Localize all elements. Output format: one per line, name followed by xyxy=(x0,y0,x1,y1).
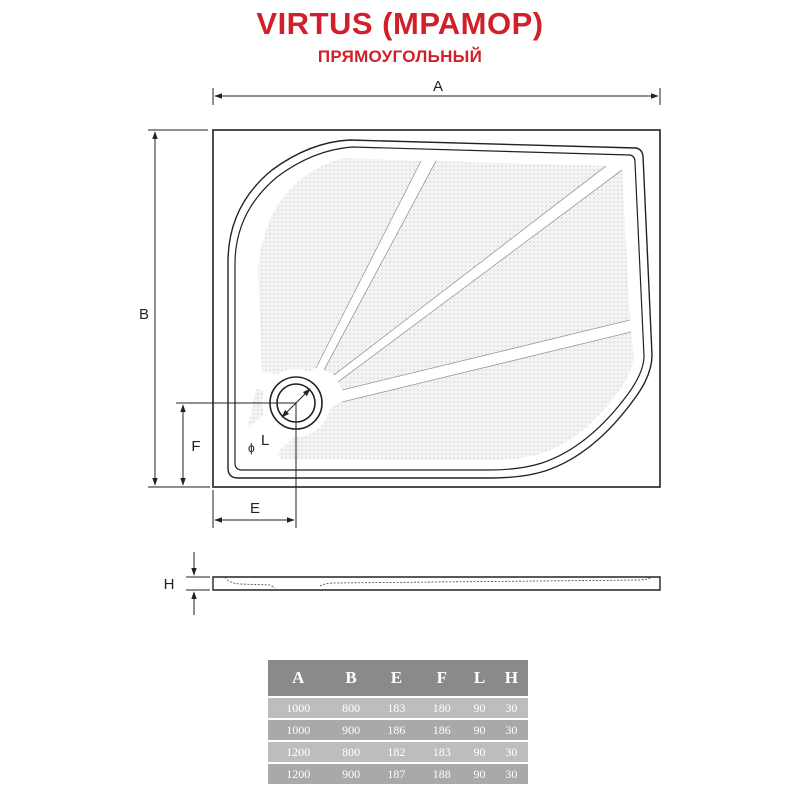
table-header-cell: F xyxy=(419,660,464,697)
table-cell: 30 xyxy=(495,719,528,741)
dimension-h-label: H xyxy=(163,576,175,593)
product-title: VIRTUS (МРАМОР) xyxy=(256,6,544,41)
table-cell: 1000 xyxy=(268,697,328,719)
dimension-a-label: A xyxy=(432,78,444,95)
table-cell: 188 xyxy=(419,763,464,784)
table-cell: 800 xyxy=(328,697,373,719)
table-cell: 186 xyxy=(419,719,464,741)
table-cell: 30 xyxy=(495,763,528,784)
table-header-cell: A xyxy=(268,660,328,697)
dimension-b-label: B xyxy=(138,306,150,323)
dimensions-table xyxy=(268,660,528,784)
table-cell: 183 xyxy=(374,697,419,719)
table-cell: 90 xyxy=(464,741,494,763)
table-header-cell: L xyxy=(464,660,494,697)
table-cell: 30 xyxy=(495,741,528,763)
table-cell: 800 xyxy=(328,741,373,763)
table-cell: 90 xyxy=(464,697,494,719)
table-header-row xyxy=(268,660,528,697)
table-cell: 187 xyxy=(374,763,419,784)
table-header-cell: H xyxy=(495,660,528,697)
dimension-b xyxy=(139,130,208,487)
dimension-e-label: E xyxy=(249,500,261,517)
table-row xyxy=(268,719,528,741)
dimension-l-label: L xyxy=(261,432,270,449)
table-header-cell: E xyxy=(374,660,419,697)
table-cell: 1200 xyxy=(268,763,328,784)
dimension-a xyxy=(213,78,660,105)
dimension-h xyxy=(164,552,210,615)
table-cell: 1200 xyxy=(268,741,328,763)
table-cell: 900 xyxy=(328,763,373,784)
table-row xyxy=(268,741,528,763)
table-cell: 186 xyxy=(374,719,419,741)
table-cell: 90 xyxy=(464,719,494,741)
product-subtitle: ПРЯМОУГОЛЬНЫЙ xyxy=(317,47,483,66)
table-cell: 90 xyxy=(464,763,494,784)
table-cell: 180 xyxy=(419,697,464,719)
table-cell: 1000 xyxy=(268,719,328,741)
table-cell: 183 xyxy=(419,741,464,763)
table-cell: 30 xyxy=(495,697,528,719)
table-row xyxy=(268,763,528,784)
table-header-cell: B xyxy=(328,660,373,697)
tray-side-profile xyxy=(213,577,660,590)
dimension-f-label: F xyxy=(191,438,201,455)
table-cell: 900 xyxy=(328,719,373,741)
table-row xyxy=(268,697,528,719)
diameter-symbol: ϕ xyxy=(248,441,255,455)
table-cell: 182 xyxy=(374,741,419,763)
